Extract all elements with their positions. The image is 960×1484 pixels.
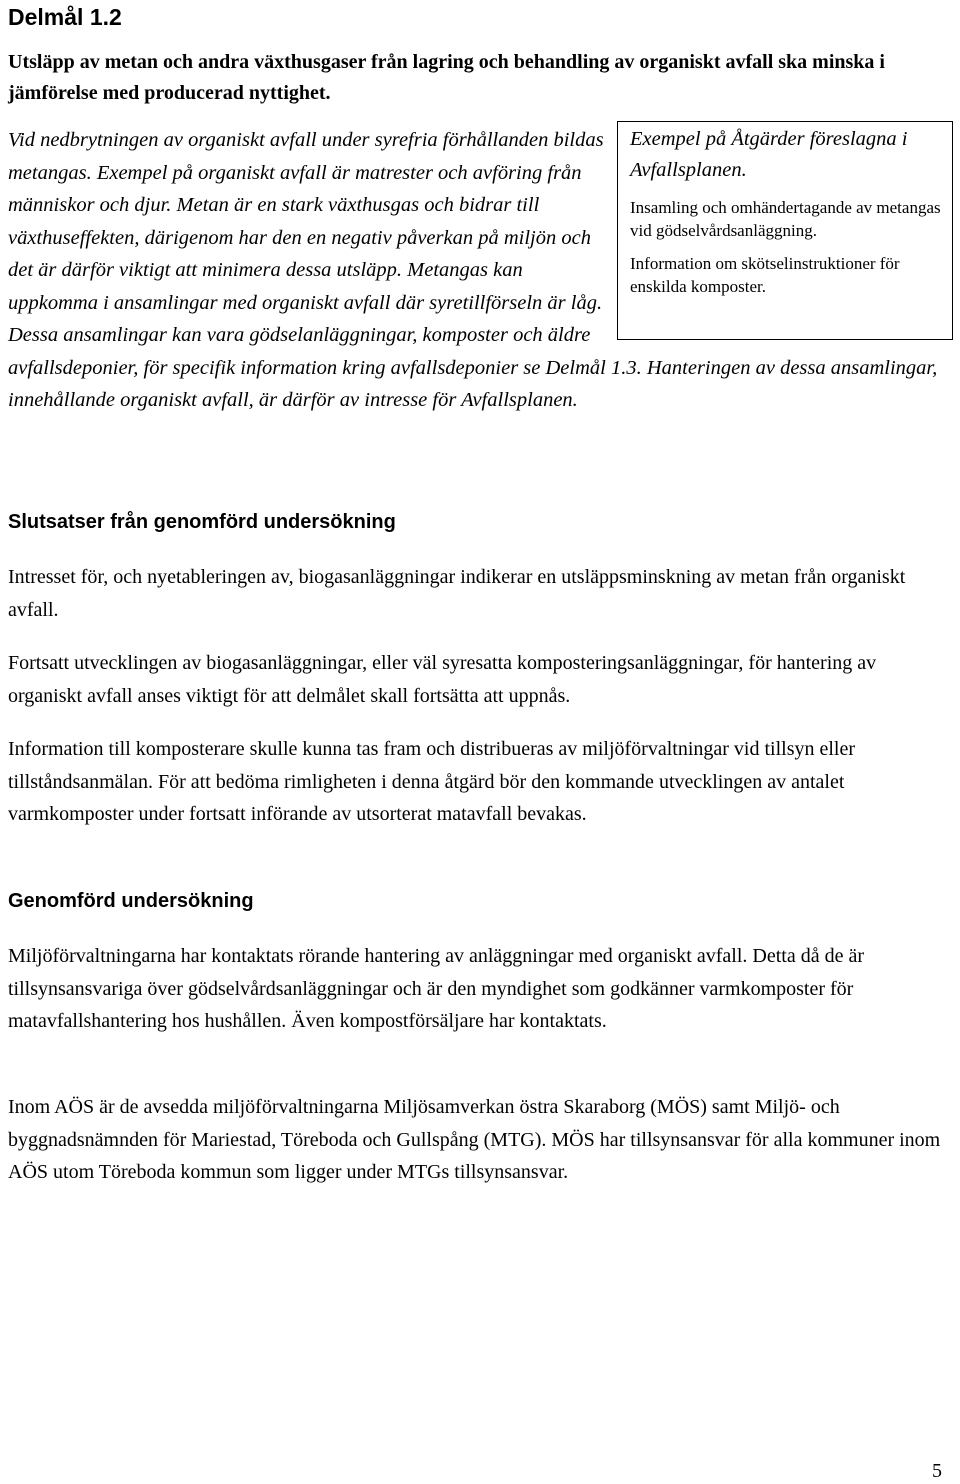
measures-box-title: Exempel på Åtgärder föreslagna i Avfallsplanen. xyxy=(630,128,908,181)
conclusions-paragraph: Information till komposterare skulle kunna tas fram och distribueras av miljöförvaltningar vid tillsyn eller tillståndsanmälan. För att bedöma rimligheten i denna åtgärd bör den kommande utvecklingen av antalet varmkomposter under fortsatt införande av utsorterat matavfall bevakas. xyxy=(8,738,856,825)
conclusions-paragraph: Fortsatt utvecklingen av biogasanläggningar, eller väl syresatta komposteringsanläggningar, för hantering av organiskt avfall anses viktigt för att delmålet skall fortsätta att uppnås. xyxy=(8,652,877,707)
page-number: 5 xyxy=(932,1460,942,1482)
measures-item: Insamling och omhändertagande av metangas vid gödselvårdsanläggning. xyxy=(630,198,941,240)
conclusions-heading: Slutsatser från genomförd undersökning xyxy=(8,511,396,533)
study-paragraph: Miljöförvaltningarna har kontaktats rörande hantering av anläggningar med organiskt avfall. Detta då de är tillsynsansvariga över gödselvårdsanläggningar och är den myndighet som godkänner varmkomposter för matavfallshantering hos hushållen. Även kompostförsäljare har kontaktats. xyxy=(8,945,864,1032)
intro-text: Vid nedbrytningen av organiskt avfall under syrefria förhållanden bildas metangas. Exempel på organiskt avfall är matrester och avföring från människor och djur. Metan är en stark växthusgas och bidrar till växthuseffekten, därigenom har den en negativ påverkan på miljön och det är därför viktigt att minimera dessa utsläpp. Metangas kan uppkomma i ansamlingar med organiskt avfall där syretillförseln är låg. Dessa ansamlingar kan vara gödselanläggningar, komposter och äldre avfallsdeponier, för specifik information kring avfallsdeponier se Delmål 1.3. Hanteringen av dessa ansamlingar, innehållande organiskt avfall, är därför av intresse för Avfallsplanen. xyxy=(8,129,938,411)
study-paragraph: Inom AÖS är de avsedda miljöförvaltningarna Miljösamverkan östra Skaraborg (MÖS) samt Miljö- och byggnadsnämnden för Mariestad, Töreboda och Gullspång (MTG). MÖS har tillsynsansvar för alla kommuner inom AÖS utom Töreboda kommun som ligger under MTGs tillsynsansvar. xyxy=(8,1096,941,1183)
goal-statement: Utsläpp av metan och andra växthusgaser från lagring och behandling av organiskt avfall ska minska i jämförelse med producerad nyttighet. xyxy=(8,51,885,104)
intro-section xyxy=(8,124,953,417)
measures-item: Information om skötselinstruktioner för enskilda komposter. xyxy=(630,254,900,296)
conclusions-paragraph: Intresset för, och nyetableringen av, biogasanläggningar indikerar en utsläppsminskning av metan från organiskt avfall. xyxy=(8,566,906,621)
measures-box xyxy=(617,121,953,340)
page-title: Delmål 1.2 xyxy=(8,4,122,30)
study-heading: Genomförd undersökning xyxy=(8,890,254,912)
